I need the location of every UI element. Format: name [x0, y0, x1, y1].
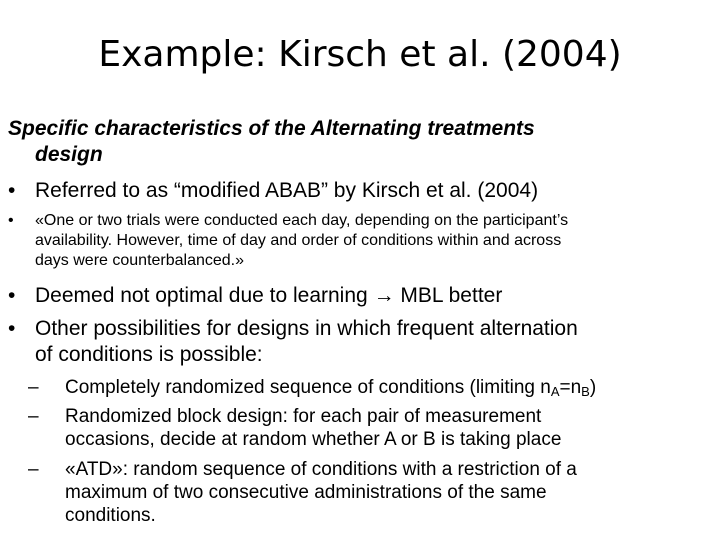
bullet-quote-line-2: availability. However, time of day and order of conditions within and across	[35, 232, 562, 249]
sub-item-line-2: maximum of two consecutive administrations of the same	[65, 482, 547, 503]
dash-marker: –	[28, 459, 39, 480]
bullet-item-1	[8, 178, 708, 204]
sub-item-line-1: «ATD»: random sequence of conditions with a restriction of a	[65, 459, 577, 480]
slide-title: Example: Kirsch et al. (2004)	[98, 34, 622, 75]
sub-item-1	[28, 376, 698, 399]
bullet-text-start: Deemed not optimal due to learning	[35, 284, 368, 307]
dash-marker: –	[28, 406, 39, 427]
sub-item-line-2: occasions, decide at random whether A or B is taking place	[65, 429, 562, 450]
bullet-line-2: of conditions is possible:	[35, 343, 263, 366]
bullet-text-end: MBL better	[394, 284, 503, 307]
bullet-line-1: Other possibilities for designs in which frequent alternation	[35, 317, 578, 340]
bullet-text: Referred to as “modified ABAB” by Kirsch et al. (2004)	[35, 179, 539, 202]
sub-item-text	[28, 376, 698, 399]
sub-item-2	[28, 405, 698, 451]
slide-subtitle	[8, 116, 698, 168]
sub-text-post: )	[589, 377, 597, 398]
bullet-text	[8, 283, 708, 309]
subtitle-line-1: Specific characteristics of the Alternating treatments	[8, 117, 535, 140]
bullet-item-3	[8, 283, 708, 309]
subtitle-line-2: design	[35, 143, 103, 166]
dash-marker: –	[28, 377, 39, 398]
bullet-marker: •	[8, 179, 16, 202]
bullet-marker: •	[8, 212, 14, 229]
bullet-item-2	[8, 211, 708, 271]
subscript-a: A	[550, 384, 560, 399]
bullet-quote-line-1: «One or two trials were conducted each day, depending on the participant’s	[35, 212, 569, 229]
sub-text-mid: =n	[559, 377, 582, 398]
sub-item-3	[28, 458, 698, 527]
subscript-b: B	[581, 384, 590, 399]
bullet-item-4	[8, 316, 708, 368]
bullet-marker: •	[8, 317, 16, 340]
arrow-icon: →	[373, 284, 395, 307]
bullet-marker: •	[8, 284, 16, 307]
sub-item-line-1: Randomized block design: for each pair of measurement	[65, 406, 542, 427]
sub-item-line-3: conditions.	[65, 505, 156, 526]
sub-text-pre: Completely randomized sequence of conditions (limiting n	[65, 377, 551, 398]
bullet-quote-line-3: days were counterbalanced.»	[35, 252, 245, 269]
